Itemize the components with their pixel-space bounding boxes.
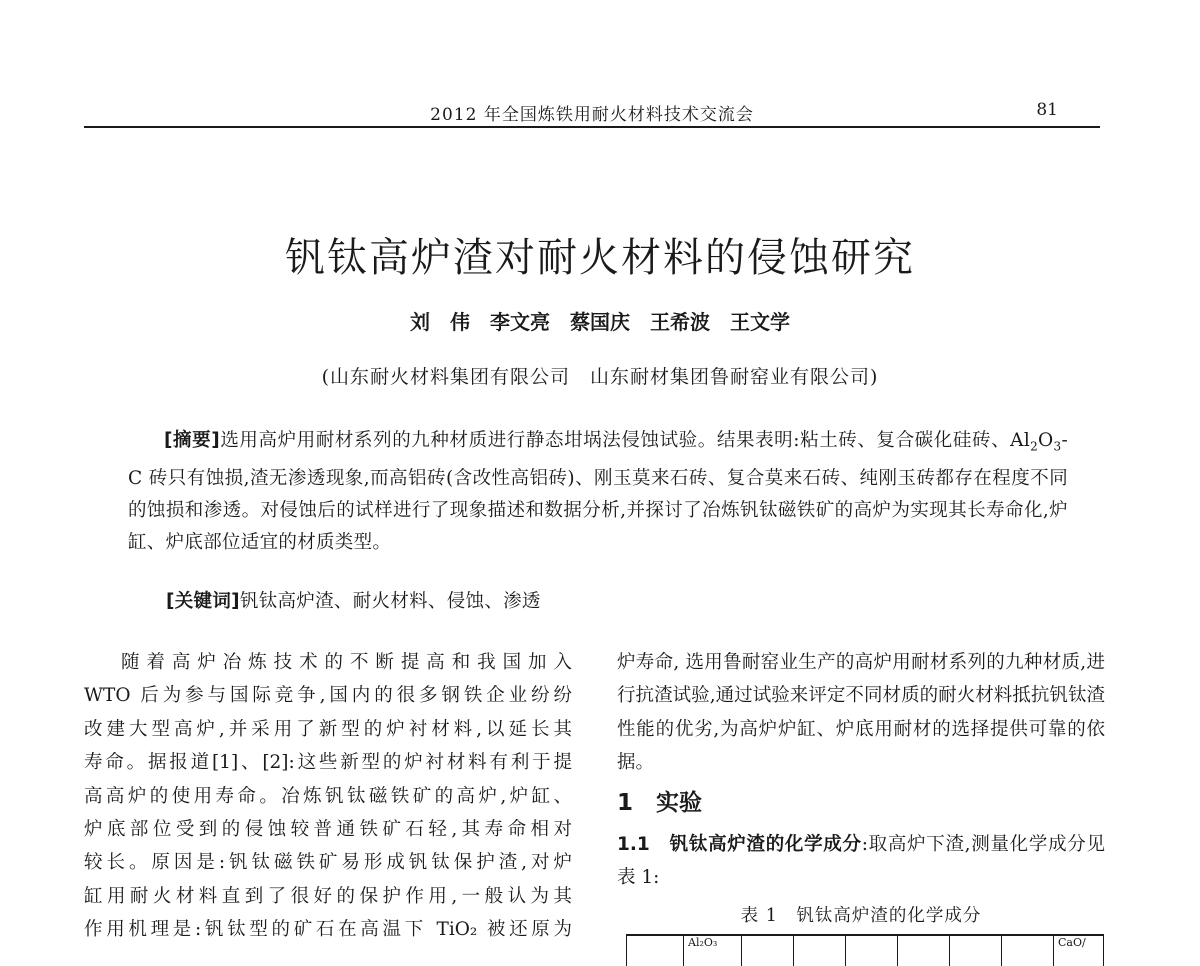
keywords-text: 钒钛高炉渣、耐火材料、侵蚀、渗透: [239, 591, 541, 612]
abstract-label: [摘要]: [164, 430, 221, 451]
section-heading-experiment: 1 实验: [617, 790, 703, 816]
left-line: WTO 后为参与国际竞争,国内的很多钢铁企业纷纷: [84, 685, 572, 707]
table-header-cell: [897, 936, 949, 966]
subsection-1-1: [617, 828, 1105, 895]
table-header-cell: [741, 936, 793, 966]
abstract-subscript-2: 2: [1030, 439, 1039, 454]
right-column-body: [617, 646, 1105, 780]
paper-title: 钒钛高炉渣对耐火材料的侵蚀研究: [285, 235, 915, 281]
keywords-label: [关键词]: [166, 591, 240, 612]
table-header-cell: [1001, 936, 1053, 966]
author-affiliation: (山东耐火材料集团有限公司 山东耐材集团鲁耐窑业有限公司): [321, 366, 879, 388]
running-header: [84, 96, 1100, 128]
header-journal-title: 2012 年全国炼铁用耐火材料技术交流会: [430, 105, 754, 125]
header-page-number: 81: [1036, 100, 1058, 120]
left-line: 改建大型高炉,并采用了新型的炉衬材料,以延长其: [84, 718, 572, 740]
subsection-text: :取高炉下渣,测量化学成分见表 1:: [617, 834, 1105, 889]
author-list: 刘 伟 李文亮 蔡国庆 王希波 王文学: [410, 310, 790, 334]
keywords: [166, 587, 541, 613]
table-1: [626, 934, 1104, 966]
left-column-body: [84, 646, 572, 947]
subsection-label: 1.1 钒钛高炉渣的化学成分: [617, 834, 862, 855]
left-line: 较长。原因是:钒钛磁铁矿易形成钒钛保护渣,对炉: [84, 852, 572, 874]
left-line: 缸用耐火材料直到了很好的保护作用,一般认为其: [84, 885, 572, 907]
left-line: 高高炉的使用寿命。冶炼钒钛磁铁矿的高炉,炉缸、: [84, 785, 572, 807]
abstract: [128, 425, 1068, 559]
left-line: 寿命。据报道[1]、[2]:这些新型的炉衬材料有利于提: [84, 752, 572, 774]
table-header-cell: [845, 936, 897, 966]
abstract-text-part-3: -C 砖只有蚀损,渣无渗透现象,而高铝砖(含改性高铝砖)、刚玉莫来石砖、复合莫来石砖、纯刚玉砖都存在程度不同的蚀损和渗透。对侵蚀后的试样进行了现象描述和数据分析,并探讨了冶炼钒钛磁铁矿的高炉为实现其长寿命化,炉缸、炉底部位适宜的材质类型。: [128, 430, 1068, 553]
table-header-cell: [949, 936, 1001, 966]
abstract-subscript-3: 3: [1053, 439, 1062, 454]
abstract-text-part-2: O: [1038, 430, 1054, 451]
left-line: 作用机理是:钒钛型的矿石在高温下 TiO₂ 被还原为: [84, 919, 572, 941]
left-line: 炉底部位受到的侵蚀较普通铁矿石轻,其寿命相对: [84, 819, 572, 841]
table-header-cell: CaO/: [1053, 936, 1103, 966]
table-header-cell: Al₂O₃: [683, 936, 741, 966]
right-paragraph: 炉寿命, 选用鲁耐窑业生产的高炉用耐材系列的九种材质,进行抗渣试验,通过试验来评定不同材质的耐火材料抵抗钒钛渣性能的优劣,为高炉炉缸、炉底用耐材的选择提供可靠的依据。: [617, 652, 1105, 774]
abstract-text-part-1: 选用高炉用耐材系列的九种材质进行静态坩埚法侵蚀试验。结果表明:粘土砖、复合碳化硅砖、Al: [220, 430, 1031, 451]
table-header-cell: [793, 936, 845, 966]
left-line: 随着高炉冶炼技术的不断提高和我国加入: [121, 652, 572, 673]
table-1-caption: 表 1 钒钛高炉渣的化学成分: [740, 906, 982, 926]
